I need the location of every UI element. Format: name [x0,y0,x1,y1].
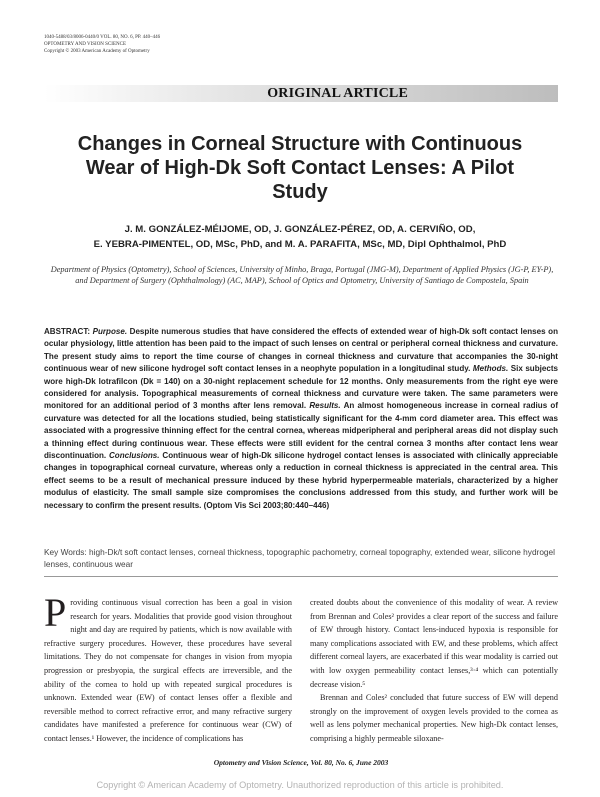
abstract-conclusions-label: Conclusions. [109,451,160,461]
body-paragraph: Brennan and Coles² concluded that future success of EW will depend strongly on the improvement of oxygen levels provided to the cornea as well as lens polymer mechanical properties. New high-Dk contact lenses, comprising a highly permeable siloxane- [310,693,558,743]
header-line-journal: OPTOMETRY AND VISION SCIENCE [44,42,126,47]
abstract-methods-label: Methods. [472,364,509,374]
page-footer: Optometry and Vision Science, Vol. 80, No. 6, June 2003 [213,758,389,767]
author-list [44,222,556,252]
body-paragraph [44,590,292,746]
keywords-text: high-Dk/t soft contact lenses, corneal thickness, topographic pachometry, corneal topography, extended wear, silicone hydrogel lenses, continuous wear [44,547,556,569]
header-line-copyright: Copyright © 2003 American Academy of Optometry [44,49,150,54]
abstract-citation: (Optom Vis Sci 2003;80:440–446) [203,500,330,510]
abstract-purpose: Despite numerous studies that have considered the effects of extended wear of high-Dk soft contact lenses on ocular physiology, little attention has been paid to the impact of such lenses on central or peripheral corneal thickness and curvature. The present study aims to report the time course of changes in corneal thickness and curvature that accompanies the 30-night continuous wear of new silicone hydrogel soft contact lenses in a neophyte population in a longitudinal study. [44,327,558,374]
body-text: roviding continuous visual correction has been a goal in vision research for years. Modalities that provide good vision throughout night and day are required by patients, which is now available with refractive surgery procedures. However, these procedures have several limitations. They do not compensate for changes in vision from myopia progression or presbyopia, the surgical effects are irreversible, and the ability of the cornea to hold up with repeated surgical procedures is unknown. Extended wear (EW) of contact lenses offer a flexible and reversible method to correct refractive error, and many refractive surgery candidates have manifested a preference for continuous wear (CW) of contact lenses.¹ However, the incidence of complications has [44,598,292,743]
body-column-left [44,590,292,746]
article-title: Changes in Corneal Structure with Continuous Wear of High-Dk Soft Contact Lenses: A Pilot Study [77,133,523,203]
abstract-methods: Six subjects wore high-Dk lotrafilcon (Dk = 140) on a 30-night replacement schedule for 12 months. Only measurements from the right eye were considered for analysis. Topographical measurements of corneal thickness and curvature were taken. The same parameters were monitored for an additional period of 3 months after lens removal. [44,364,558,411]
abstract-purpose-label: Purpose. [92,327,128,336]
section-band [44,85,558,102]
keywords [44,546,558,570]
section-label: ORIGINAL ARTICLE [267,86,408,101]
body-column-right [310,596,558,746]
affiliations: Department of Physics (Optometry), School of Sciences, University of Minho, Braga, Portugal (JMG-M), Department of Applied Physics (JG-P, EY-P), and Department of Surgery (Ophthalmology) (AC, MAP), School of Optics and Optometry, University of Santiago de Compostela, Spain [50,265,554,285]
abstract-results: An almost homogeneous increase in corneal radius of curvature was detected for all the locations studied, being statistically significant for the 4-mm cord diameter area. This effect was associated with a progressive thinning effect for the central cornea, whereas midperipheral and peripheral areas did not display such a thinning effect during continuous wear. These effects were still evident for the central cornea 3 months after contact lens wear discontinuation. [44,401,558,461]
journal-header-meta [44,34,160,55]
abstract-conclusions: Continuous wear of high-Dk silicone hydrogel contact lenses is associated with clinically appreciable changes in topographical corneal curvature, whereas only a reduction in corneal thickness is appreciated in the central area. This effect seems to be a result of mechanical pressure induced by these hybrid hyperpermeable materials, characterized by a higher modulus of elasticity. The small sample size compromises the conclusions addressed from this study, and further work will be necessary to confirm the present results. [44,451,558,510]
copyright-watermark: Copyright © American Academy of Optometry. Unauthorized reproduction of this article is prohibited. [96,780,504,790]
abstract-results-label: Results. [309,401,341,411]
header-line-doi: 1040-5488/03/8006-0440/0 VOL. 80, NO. 6, PP. 440–446 [44,35,161,40]
drop-cap: P [44,590,67,635]
author-line-2: E. YEBRA-PIMENTEL, OD, MSc, PhD, and M. A. PARAFITA, MSc, MD, Dipl Ophthalmol, PhD [93,239,507,250]
abstract-lead: ABSTRACT: [44,327,91,336]
abstract [44,326,558,512]
body-paragraph: created doubts about the convenience of this modality of wear. A review from Brennan and Coles² provides a clear report of the success and failure of EW through history. Contact lens-induced hypoxia is responsible for many complications associated with EW, and these problems, which affect different corneal layers, are exacerbated if this wear modality is carried out with low oxygen permeability contact lenses,³·⁴ which can potentially decrease vision.⁵ [310,598,558,689]
section-divider [44,576,558,577]
author-line-1: J. M. GONZÁLEZ-MÉIJOME, OD, J. GONZÁLEZ-PÉREZ, OD, A. CERVIÑO, OD, [124,224,476,235]
keywords-label: Key Words: [44,547,87,557]
